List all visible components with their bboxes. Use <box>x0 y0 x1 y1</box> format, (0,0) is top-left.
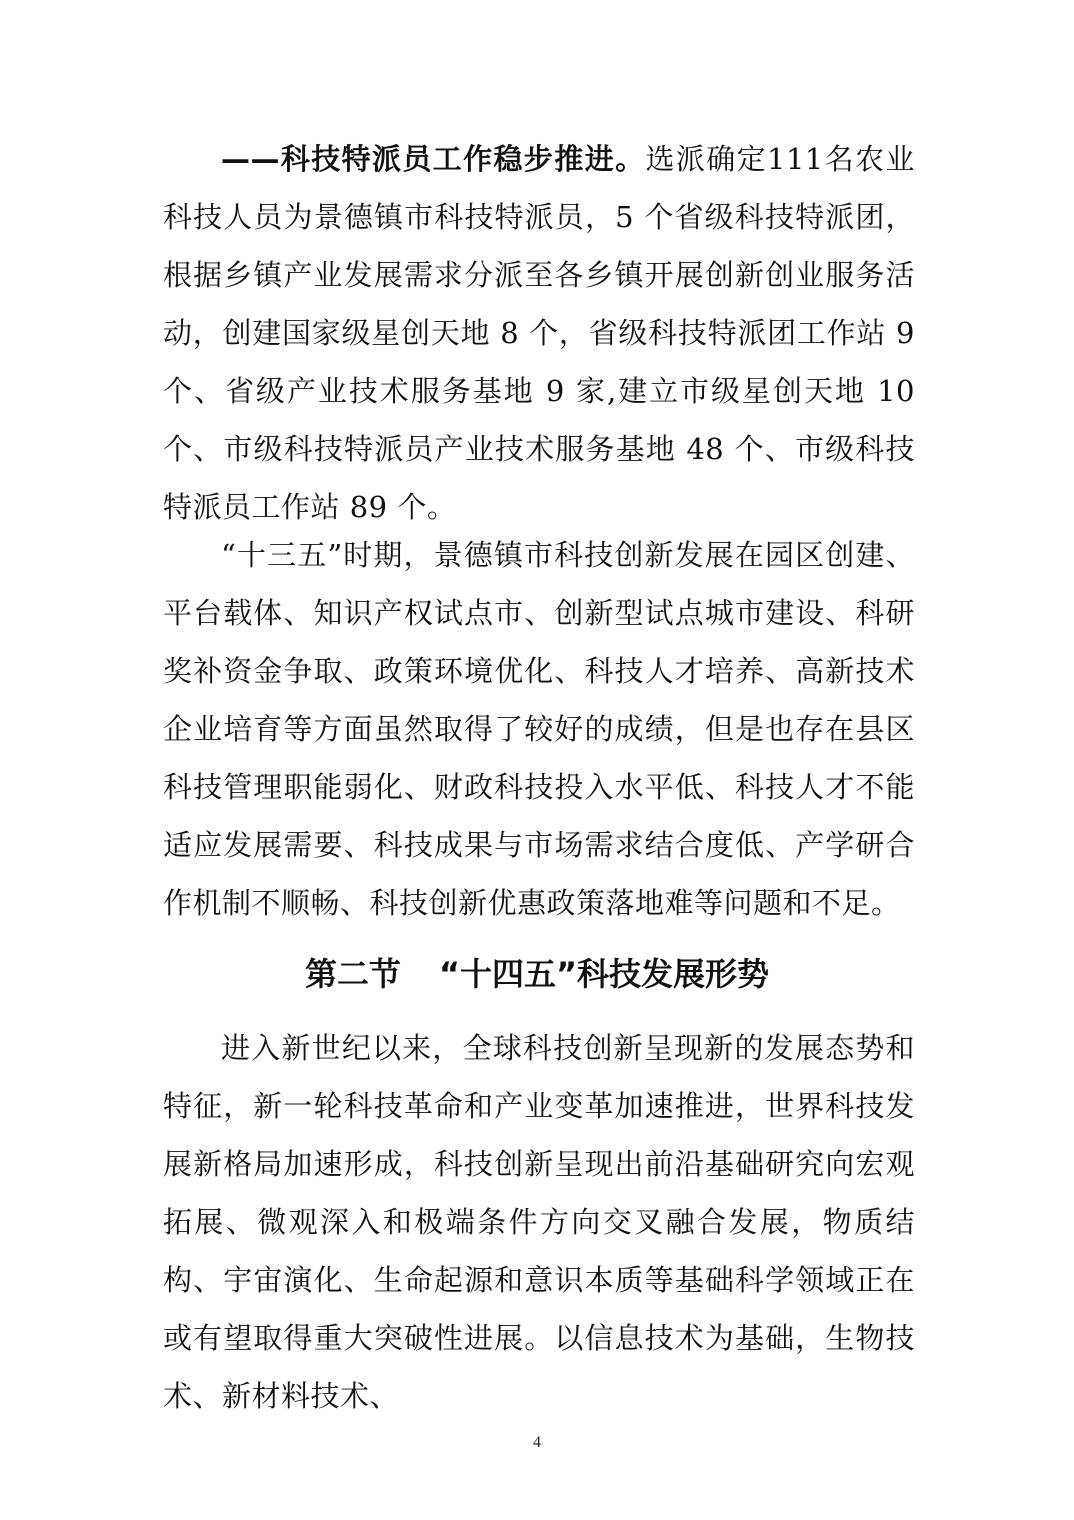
paragraph-body-text: “十三五”时期，景德镇市科技创新发展在园区创建、平台载体、知识产权试点市、创新型试点城市建设、科研奖补资金争取、政策环境优化、科技人才培养、高新技术企业培育等方面虽然取得了较好的成绩，但是也存在县区科技管理职能弱化、财政科技投入水平低、科技人才不能适应发展需要、科技成果与市场需求结合度低、产学研合作机制不顺畅、科技创新优惠政策落地难等问题和不足。 <box>163 538 915 920</box>
section-heading <box>0 945 1074 1003</box>
paragraph-body-text: 选派确定111名农业科技人员为景德镇市科技特派员，5 个省级科技特派团，根据乡镇产业发展需求分派至各乡镇开展创新创业服务活动，创建国家级星创天地 8 个，省级科技特派团工作站 9 个、省级产业技术服务基地 9 家,建立市级星创天地 10 个、市级科技特派员产业技术服务基地 48 个、市级科技特派员工作站 89 个。 <box>163 142 915 524</box>
section-number: 第二节 <box>304 955 401 993</box>
paragraph-global-trends <box>163 1019 915 1425</box>
paragraph-thirteenth-five-year-summary <box>163 526 915 932</box>
paragraph-lead-heading: ——科技特派员工作稳步推进。 <box>221 142 646 176</box>
paragraph-body-text: 进入新世纪以来，全球科技创新呈现新的发展态势和特征，新一轮科技革命和产业变革加速推进，世界科技发展新格局加速形成，科技创新呈现出前沿基础研究向宏观拓展、微观深入和极端条件方向交叉融合发展，物质结构、宇宙演化、生命起源和意识本质等基础科学领域正在或有望取得重大突破性进展。以信息技术为基础，生物技术、新材料技术、 <box>163 1031 915 1413</box>
paragraph-tech-commissioner <box>163 130 915 536</box>
page-number: 4 <box>533 1434 541 1451</box>
section-title: “十四五”科技发展形势 <box>438 955 770 993</box>
